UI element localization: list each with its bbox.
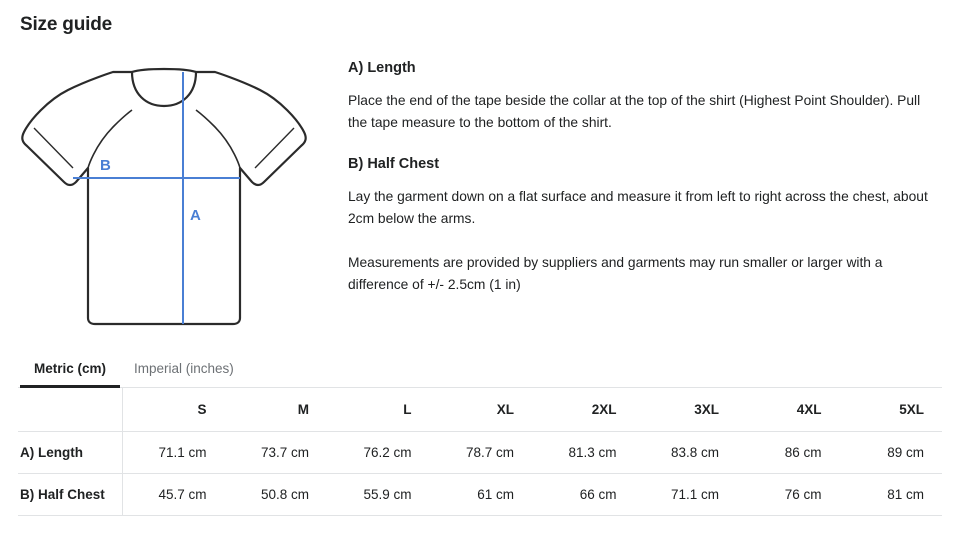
guide-top-section — [18, 42, 942, 335]
text-length: Place the end of the tape beside the collar at the top of the shirt (Highest Point Shoulder). Pull the tape measure to the bottom of the shirt. — [348, 93, 921, 130]
cell-chest-xl: 61 cm — [430, 474, 533, 516]
cell-length-l: 76.2 cm — [327, 432, 430, 474]
row-label-length: A) Length — [18, 432, 122, 474]
tab-metric[interactable]: Metric (cm) — [20, 355, 120, 388]
cell-chest-l: 55.9 cm — [327, 474, 430, 516]
size-table — [18, 388, 942, 516]
tshirt-measurement-figure — [18, 42, 330, 335]
unit-tabs — [18, 355, 942, 388]
size-table-head — [18, 388, 942, 432]
column-header-4xl: 4XL — [737, 388, 840, 432]
cell-length-4xl: 86 cm — [737, 432, 840, 474]
column-header-m: M — [225, 388, 328, 432]
column-header-xl: XL — [430, 388, 533, 432]
column-header-3xl: 3XL — [635, 388, 738, 432]
cell-chest-s: 45.7 cm — [122, 474, 225, 516]
tshirt-diagram-icon — [18, 50, 318, 330]
column-header-s: S — [122, 388, 225, 432]
cell-length-m: 73.7 cm — [225, 432, 328, 474]
heading-half-chest: B) Half Chest — [348, 156, 440, 172]
cell-length-5xl: 89 cm — [840, 432, 943, 474]
cell-length-3xl: 83.8 cm — [635, 432, 738, 474]
cell-chest-m: 50.8 cm — [225, 474, 328, 516]
cell-length-xl: 78.7 cm — [430, 432, 533, 474]
row-label-half-chest: B) Half Chest — [18, 474, 122, 516]
measurement-instructions — [330, 42, 930, 302]
column-header-l: L — [327, 388, 430, 432]
cell-length-s: 71.1 cm — [122, 432, 225, 474]
table-header-row — [18, 388, 942, 432]
figure-label-a: A — [190, 207, 201, 224]
column-header-5xl: 5XL — [840, 388, 943, 432]
tab-imperial[interactable]: Imperial (inches) — [134, 361, 234, 376]
size-table-body — [18, 432, 942, 516]
page-title: Size guide — [20, 14, 112, 35]
cell-chest-3xl: 71.1 cm — [635, 474, 738, 516]
cell-chest-5xl: 81 cm — [840, 474, 943, 516]
heading-length: A) Length — [348, 60, 416, 76]
table-row — [18, 432, 942, 474]
cell-chest-2xl: 66 cm — [532, 474, 635, 516]
table-corner-cell — [18, 388, 122, 432]
column-header-2xl: 2XL — [532, 388, 635, 432]
text-half-chest: Lay the garment down on a flat surface and measure it from left to right across the chest, about 2cm below the arms. — [348, 189, 928, 226]
cell-length-2xl: 81.3 cm — [532, 432, 635, 474]
cell-chest-4xl: 76 cm — [737, 474, 840, 516]
figure-label-b: B — [100, 157, 111, 174]
table-row — [18, 474, 942, 516]
measurement-note: Measurements are provided by suppliers and garments may run smaller or larger with a difference of +/- 2.5cm (1 in) — [348, 255, 883, 292]
